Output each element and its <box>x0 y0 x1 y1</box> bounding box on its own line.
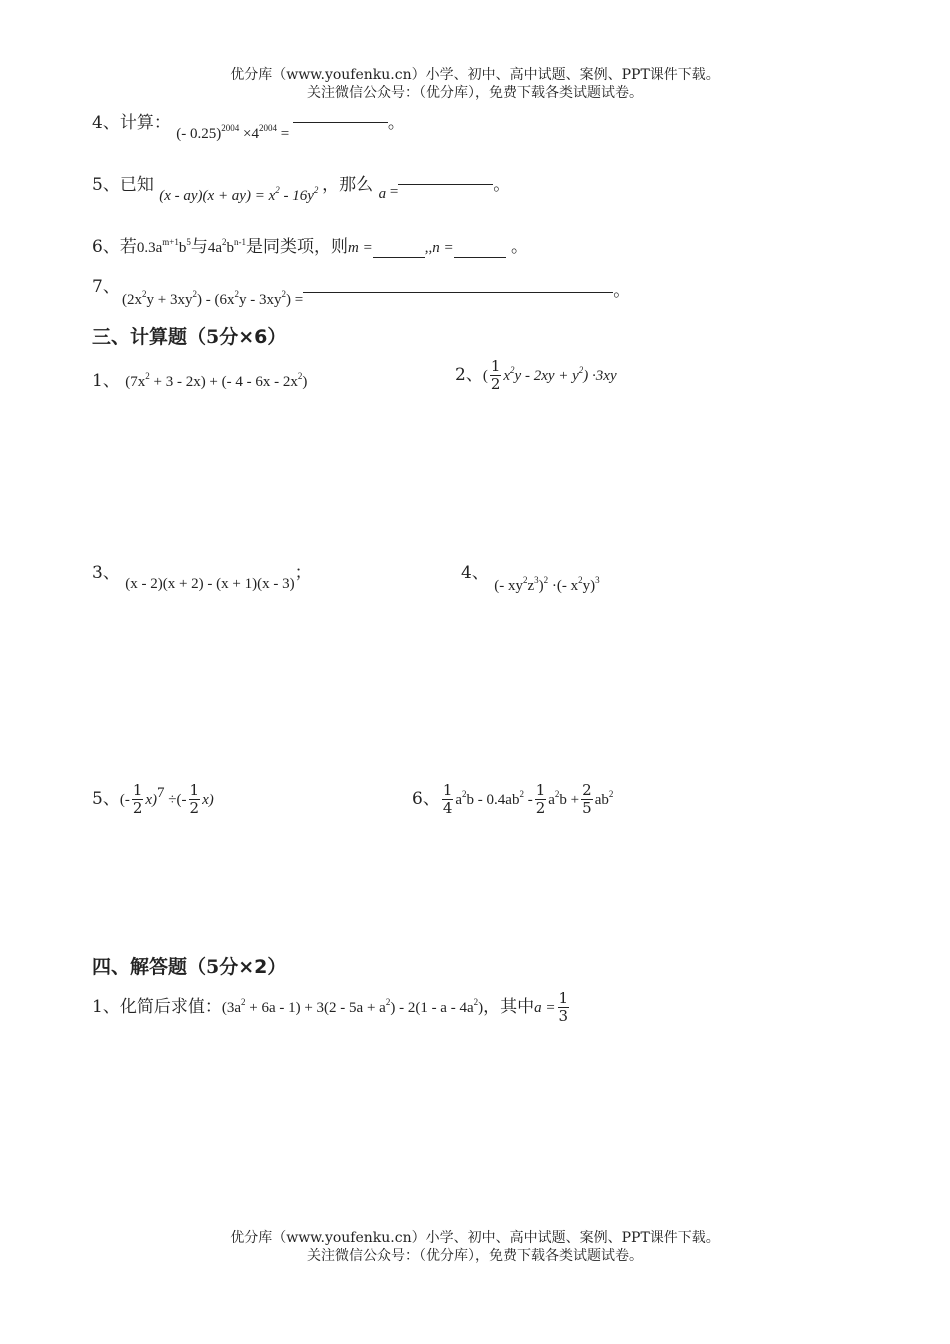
calc-q6-fraction-2: $\frac{1}{2}$ <box>535 781 546 817</box>
calc-question-1 <box>92 366 307 391</box>
calc-question-4 <box>461 558 600 594</box>
q5-var: a <box>378 186 387 202</box>
page-footer <box>0 1229 950 1265</box>
footer-line-2: 关注微信公众号：（优分库），免费下载各类试题试卷。 <box>307 1248 643 1264</box>
calc-question-6: 6、 $\frac{1}{4}$ $a^2b - 0.4ab^2$ - $\frac{1}{2}$ $a^2b$ + $\frac{2}{5}$ $ab^2$ <box>412 781 614 817</box>
calc-q6-fraction-3: $\frac{2}{5}$ <box>582 781 592 817</box>
q7-expression: $(2x^2y + 3xy^2) - (6x^2y - 3xy^2)$ = 。 <box>122 281 631 308</box>
q6-like: 是同类项，则 <box>246 237 348 257</box>
q5-label: 5、已知 <box>92 175 154 195</box>
q4-label: 4、计算： <box>92 113 171 133</box>
q6-m: m = <box>348 240 373 256</box>
question-6 <box>92 232 528 258</box>
q4-expression: (- $0.25)^{2004} \times 4^{2004}$ = <box>176 123 290 142</box>
calc-q1-label: 1、 <box>92 371 120 391</box>
q4-answer-blank[interactable] <box>293 121 388 123</box>
calc-q5-fraction-2: $\frac{1}{2}$ <box>189 781 200 817</box>
answer-q1-where: ，其中 <box>483 997 535 1017</box>
answer-q1-label: 1、化简后求值： <box>92 997 222 1017</box>
calc-q6-fraction-1: $\frac{1}{4}$ <box>442 781 453 817</box>
header-line-2: 关注微信公众号：（优分库），免费下载各类试题试卷。 <box>307 85 643 101</box>
q6-term-1: $0.3a^{m+1}b^5$ <box>136 237 191 256</box>
q6-term-2: $4a^2b^{n-1}$ <box>207 237 246 256</box>
q7-answer-blank[interactable] <box>303 291 613 293</box>
calc-q4-expression: (- $xy^2z^3)^2$ ·(- $x^2y)^3$ <box>494 575 600 594</box>
q6-n-blank[interactable] <box>454 237 506 258</box>
q6-n: n = <box>432 240 454 256</box>
answer-question-1 <box>92 990 571 1025</box>
q7-end: 。 <box>613 281 631 301</box>
calc-q3-end: ； <box>294 563 312 583</box>
q5-eq: = <box>386 184 399 200</box>
calc-q5-fraction-1: $\frac{1}{2}$ <box>132 781 143 817</box>
header-line-1: 优分库（www.youfenku.cn）小学、初中、高中试题、案例、PPT课件下载。 <box>230 67 720 83</box>
q5-expression: $(x - ay)(x + ay) = x^2 - 16y^2$ <box>159 185 319 204</box>
calc-q5-label: 5、 <box>92 789 120 809</box>
question-4 <box>92 108 405 142</box>
q6-m-blank[interactable] <box>373 237 425 258</box>
question-7 <box>92 272 120 297</box>
section-3-title: 三、计算题（5分×6） <box>92 326 287 348</box>
calc-q2-expression: $x^2y - 2xy + y^2) \cdot 3xy$ <box>503 365 617 384</box>
calc-question-2: 2、( $\frac{1}{2}$ $x^2y - 2xy + y^2) \cdot 3xy$ <box>455 357 617 393</box>
calc-q6-label: 6、 <box>412 789 440 809</box>
q5-then: ，那么 <box>322 175 374 195</box>
calc-question-3 <box>92 558 312 592</box>
q5-end: 。 <box>493 175 511 195</box>
calc-q1-expression: $(7x^2 + 3 - 2x)$ + (- $4 - 6x - 2x^2$) <box>125 371 308 390</box>
answer-q1-fraction: $\frac{1}{3}$ <box>558 989 569 1025</box>
section-4-title: 四、解答题（5分×2） <box>92 956 287 978</box>
calc-q4-label: 4、 <box>461 563 489 583</box>
q7-label: 7、 <box>92 277 120 297</box>
page-header <box>0 66 950 102</box>
calc-q2-fraction: $\frac{1}{2}$ <box>490 357 501 393</box>
q6-label: 6、若 <box>92 237 137 257</box>
q6-with: 与 <box>190 237 208 257</box>
answer-q1-var: a = <box>534 1000 556 1016</box>
calc-q3-label: 3、 <box>92 563 120 583</box>
q4-end: 。 <box>387 113 405 133</box>
question-5 <box>92 170 511 204</box>
calc-question-5: 5、(- $\frac{1}{2}$ x)$^7$ ÷(- $\frac{1}{2}$ x) <box>92 781 214 817</box>
answer-q1-expression: $(3a^2 + 6a - 1) + 3(2 - 5a + a^2) - 2(1 - a - 4a^2)$ <box>221 997 484 1016</box>
q6-sep: ,, <box>424 240 433 256</box>
calc-q2-label: 2、 <box>455 365 483 385</box>
footer-line-1: 优分库（www.youfenku.cn）小学、初中、高中试题、案例、PPT课件下载。 <box>230 1230 720 1246</box>
q5-answer-blank[interactable] <box>398 183 493 185</box>
calc-q3-expression: (x - 2)(x + 2) - (x + 1)(x - 3) <box>125 576 295 592</box>
q6-end: 。 <box>511 237 528 257</box>
